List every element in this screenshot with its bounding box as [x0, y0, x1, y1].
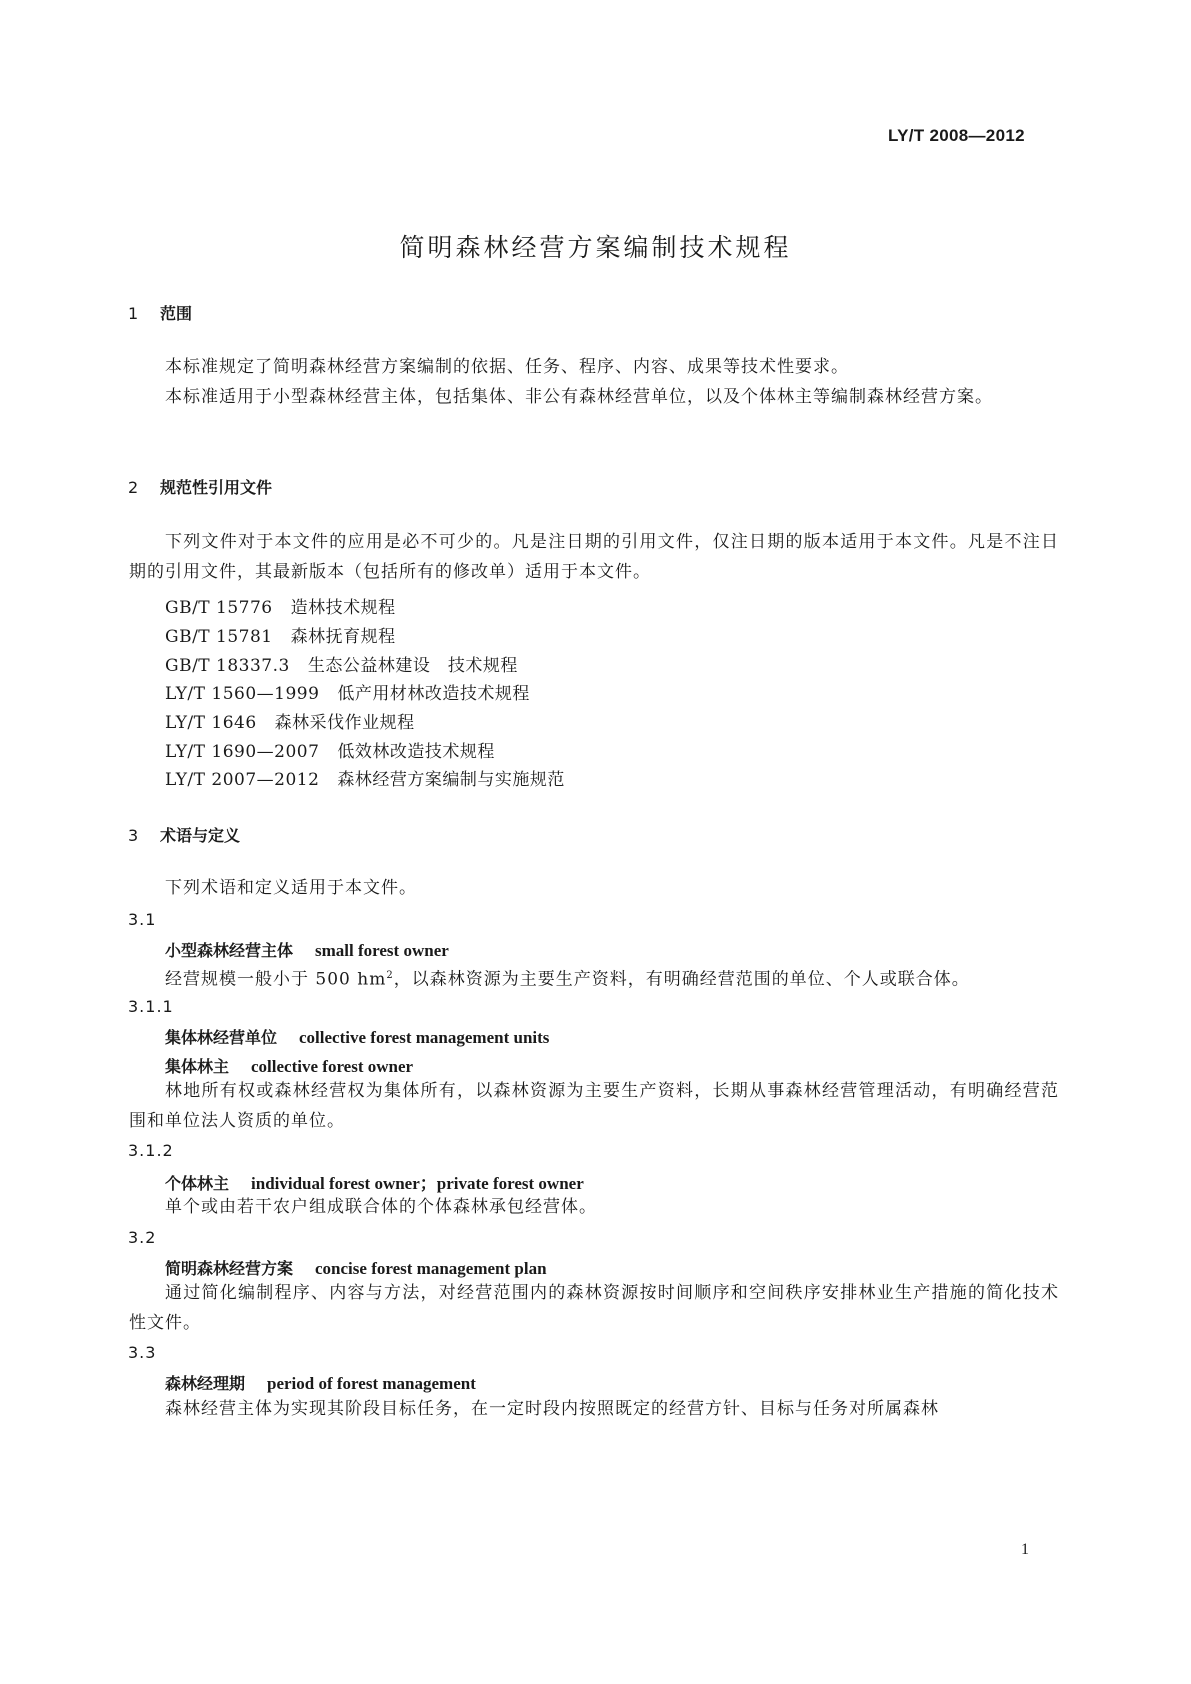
reference-code: GB/T 15776 [165, 598, 273, 618]
section-title: 术语与定义 [160, 826, 241, 845]
clause-number: 3.2 [128, 1228, 157, 1247]
section-title: 规范性引用文件 [160, 478, 273, 497]
term-entry [165, 1025, 549, 1048]
term-definition: 林地所有权或森林经营权为集体所有，以森林资源为主要生产资料，长期从事森林经营管理活动，有明确经营范围和单位法人资质的单位。 [129, 1081, 1059, 1131]
reference-item [165, 679, 530, 704]
term-english: collective forest owner [251, 1057, 414, 1076]
reference-name: 森林采伐作业规程 [274, 713, 415, 733]
reference-code: GB/T 15781 [165, 627, 273, 647]
term-english: individual forest owner；private forest owner [251, 1174, 584, 1193]
page-number: 1 [1021, 1541, 1029, 1558]
reference-name: 低效林改造技术规程 [337, 742, 495, 762]
section-1-paragraph-2: 本标准适用于小型森林经营主体，包括集体、非公有森林经营单位，以及个体林主等编制森林经营方案。 [165, 387, 993, 407]
term-chinese: 个体林主 [165, 1174, 230, 1193]
section-3-heading [128, 823, 240, 846]
term-english: small forest owner [315, 941, 449, 960]
reference-name: 森林抚育规程 [290, 627, 396, 647]
term-english: period of forest management [267, 1374, 476, 1393]
section-number: 1 [128, 304, 139, 323]
reference-code: LY/T 2007—2012 [165, 770, 320, 790]
reference-code: LY/T 1690—2007 [165, 742, 320, 762]
section-3-intro: 下列术语和定义适用于本文件。 [165, 878, 417, 898]
term-definition: 单个或由若干农户组成联合体的个体森林承包经营体。 [165, 1197, 597, 1217]
reference-code: LY/T 1560—1999 [165, 684, 320, 704]
term-entry [165, 938, 449, 961]
reference-item [165, 622, 396, 647]
term-definition [165, 961, 970, 995]
definition-text: ，以森林资源为主要生产资料，有明确经营范围的单位、个人或联合体。 [393, 969, 970, 990]
section-1-heading [128, 301, 192, 324]
term-english: collective forest management units [299, 1028, 550, 1047]
term-definition: 森林经营主体为实现其阶段目标任务，在一定时段内按照既定的经营方针、目标与任务对所属森林 [165, 1399, 939, 1419]
section-2-heading [128, 475, 272, 498]
term-english: concise forest management plan [315, 1259, 547, 1278]
term-chinese: 简明森林经营方案 [165, 1259, 294, 1278]
term-entry [165, 1371, 476, 1394]
reference-item [165, 737, 495, 762]
reference-name: 森林经营方案编制与实施规范 [337, 770, 565, 790]
term-chinese: 集体林经营单位 [165, 1028, 278, 1047]
term-chinese: 小型森林经营主体 [165, 941, 294, 960]
term-chinese: 森林经理期 [165, 1374, 246, 1393]
term-entry [165, 1169, 584, 1194]
term-entry [165, 1054, 413, 1077]
definition-text: 经营规模一般小于 500 hm [165, 969, 387, 990]
section-number: 3 [128, 826, 139, 845]
section-title: 范围 [160, 304, 193, 323]
reference-item [165, 651, 518, 676]
clause-number: 3.1 [128, 910, 157, 929]
reference-item [165, 593, 396, 618]
section-2-paragraph-1: 下列文件对于本文件的应用是必不可少的。凡是注日期的引用文件，仅注日期的版本适用于本文件。凡是不注日期的引用文件，其最新版本（包括所有的修改单）适用于本文件。 [129, 532, 1059, 582]
clause-number: 3.1.1 [128, 997, 174, 1016]
reference-code: GB/T 18337.3 [165, 656, 290, 676]
reference-name: 生态公益林建设 技术规程 [307, 656, 518, 676]
term-chinese: 集体林主 [165, 1057, 230, 1076]
reference-item [165, 765, 565, 790]
section-number: 2 [128, 478, 139, 497]
term-entry [165, 1256, 547, 1279]
reference-name: 造林技术规程 [290, 598, 396, 618]
reference-item [165, 708, 415, 733]
standard-code: LY/T 2008—2012 [888, 126, 1025, 145]
clause-number: 3.3 [128, 1343, 157, 1362]
superscript: 2 [386, 970, 394, 981]
section-1-paragraph-1: 本标准规定了简明森林经营方案编制的依据、任务、程序、内容、成果等技术性要求。 [165, 357, 849, 377]
term-definition: 通过简化编制程序、内容与方法，对经营范围内的森林资源按时间顺序和空间秩序安排林业生产措施的简化技术性文件。 [129, 1283, 1059, 1333]
reference-name: 低产用材林改造技术规程 [337, 684, 530, 704]
reference-code: LY/T 1646 [165, 713, 257, 733]
document-title: 简明森林经营方案编制技术规程 [399, 233, 792, 262]
clause-number: 3.1.2 [128, 1141, 174, 1160]
